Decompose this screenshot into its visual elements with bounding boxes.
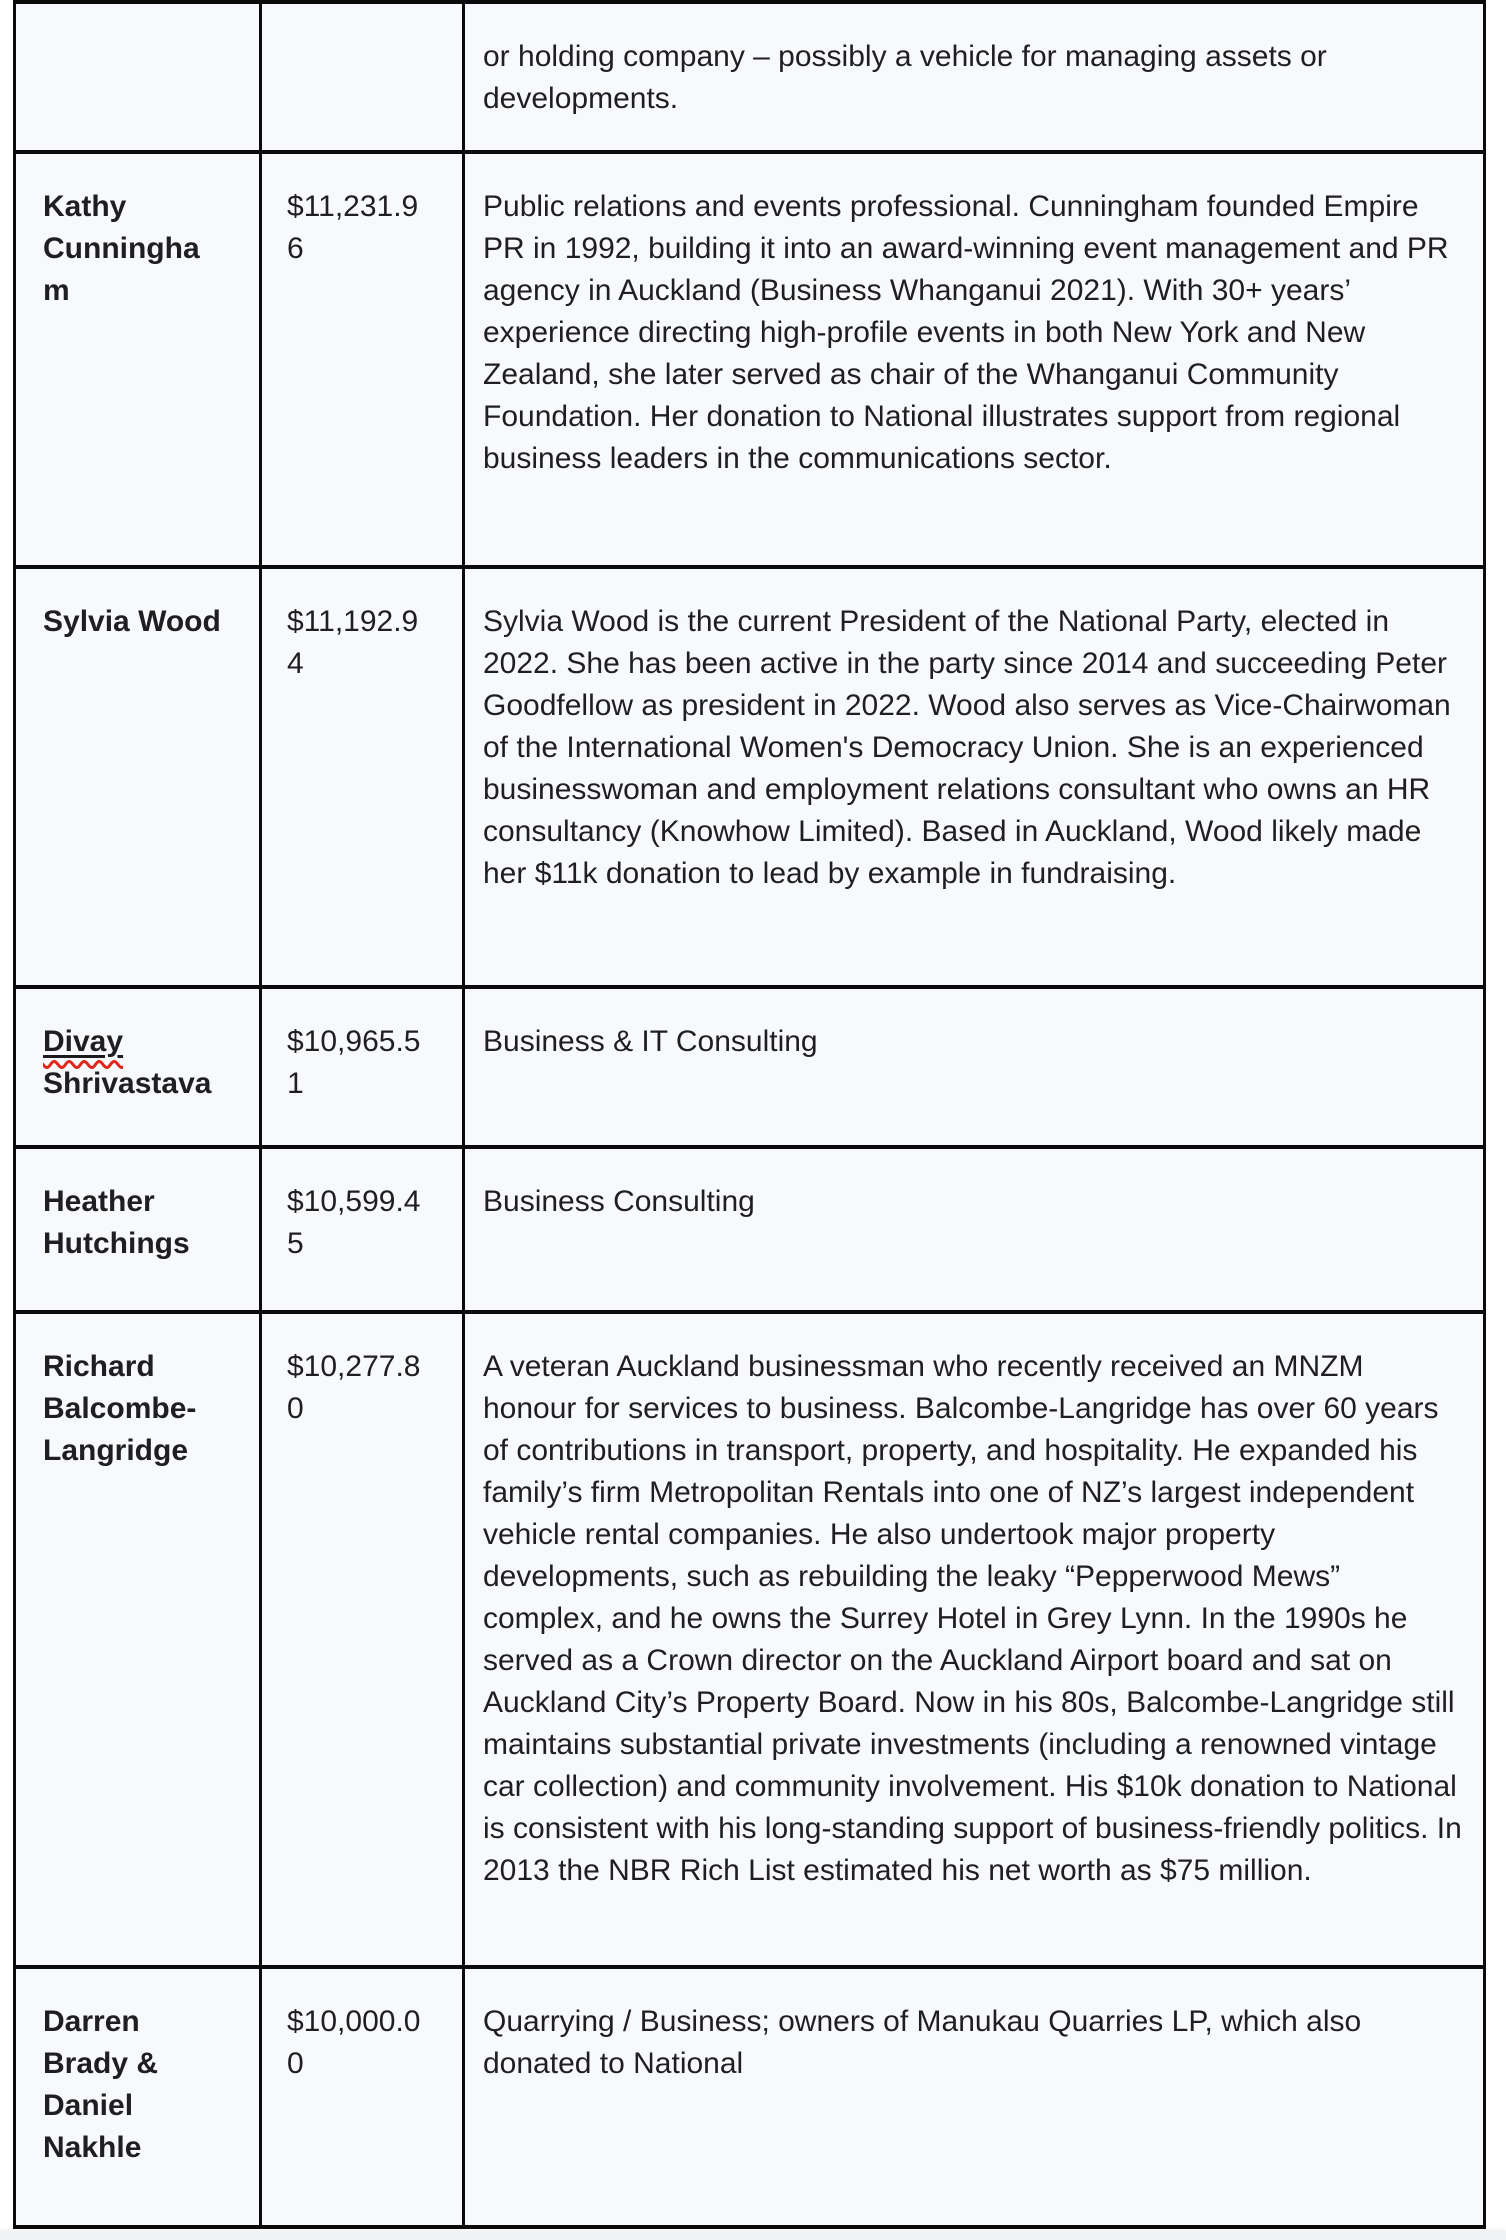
donor-description-cell: or holding company – possibly a vehicle for managing assets or developments. [464, 2, 1485, 152]
donation-amount-cell: $11,192.94 [261, 567, 464, 987]
page-gap [0, 2231, 1506, 2240]
donor-description-cell: Business Consulting [464, 1147, 1485, 1312]
donation-amount-cell: $10,000.00 [261, 1967, 464, 2227]
table-row [15, 1967, 1485, 2227]
donations-table [13, 0, 1486, 2229]
donation-amount-cell: $10,277.80 [261, 1312, 464, 1967]
donor-name-cell [15, 987, 261, 1147]
donor-description-cell: A veteran Auckland businessman who recently received an MNZM honour for services to business. Balcombe-Langridge has over 60 years of contributions in transport, property, and hospitality. He expanded his family’s firm Metropolitan Rentals into one of NZ’s largest independent vehicle rental companies. He also undertook major property developments, such as rebuilding the leaky “Pepperwood Mews” complex, and he owns the Surrey Hotel in Grey Lynn. In the 1990s he served as a Crown director on the Auckland Airport board and sat on Auckland City’s Property Board. Now in his 80s, Balcombe-Langridge still maintains substantial private investments (including a renowned vintage car collection) and community involvement. His $10k donation to National is consistent with his long-standing support of business-friendly politics. In 2013 the NBR Rich List estimated his net worth as $75 million. [464, 1312, 1485, 1967]
donor-name-cell [15, 2, 261, 152]
donation-amount-cell: $11,231.96 [261, 152, 464, 567]
donor-name-cell: Darren Brady & Daniel Nakhle [15, 1967, 261, 2227]
table-row-partial [15, 2, 1485, 152]
donation-amount-cell: $10,599.45 [261, 1147, 464, 1312]
table-row [15, 1312, 1485, 1967]
donor-name-cell: Sylvia Wood [15, 567, 261, 987]
donor-surname: Shrivastava [43, 1067, 212, 1100]
donation-amount-cell [261, 2, 464, 152]
table-row [15, 1147, 1485, 1312]
donor-description-cell: Quarrying / Business; owners of Manukau Quarries LP, which also donated to National [464, 1967, 1485, 2227]
table-row [15, 987, 1485, 1147]
donor-name-cell: Kathy Cunningham [15, 152, 261, 567]
table-row [15, 152, 1485, 567]
donation-amount-cell: $10,965.51 [261, 987, 464, 1147]
table-row [15, 567, 1485, 987]
donor-name-cell: Richard Balcombe-Langridge [15, 1312, 261, 1967]
donor-description-cell: Business & IT Consulting [464, 987, 1485, 1147]
donor-description-cell: Sylvia Wood is the current President of the National Party, elected in 2022. She has been active in the party since 2014 and succeeding Peter Goodfellow as president in 2022. Wood also serves as Vice-Chairwoman of the International Women's Democracy Union. She is an experienced businesswoman and employment relations consultant who owns an HR consultancy (Knowhow Limited). Based in Auckland, Wood likely made her $11k donation to lead by example in fundraising. [464, 567, 1485, 987]
donor-name-cell: Heather Hutchings [15, 1147, 261, 1312]
donor-description-cell: Public relations and events professional. Cunningham founded Empire PR in 1992, building it into an award-winning event management and PR agency in Auckland (Business Whanganui 2021). With 30+ years’ experience directing high-profile events in both New York and New Zealand, she later served as chair of the Whanganui Community Foundation. Her donation to National illustrates support from regional business leaders in the communications sector. [464, 152, 1485, 567]
misspelled-word: Divay [43, 1025, 124, 1058]
